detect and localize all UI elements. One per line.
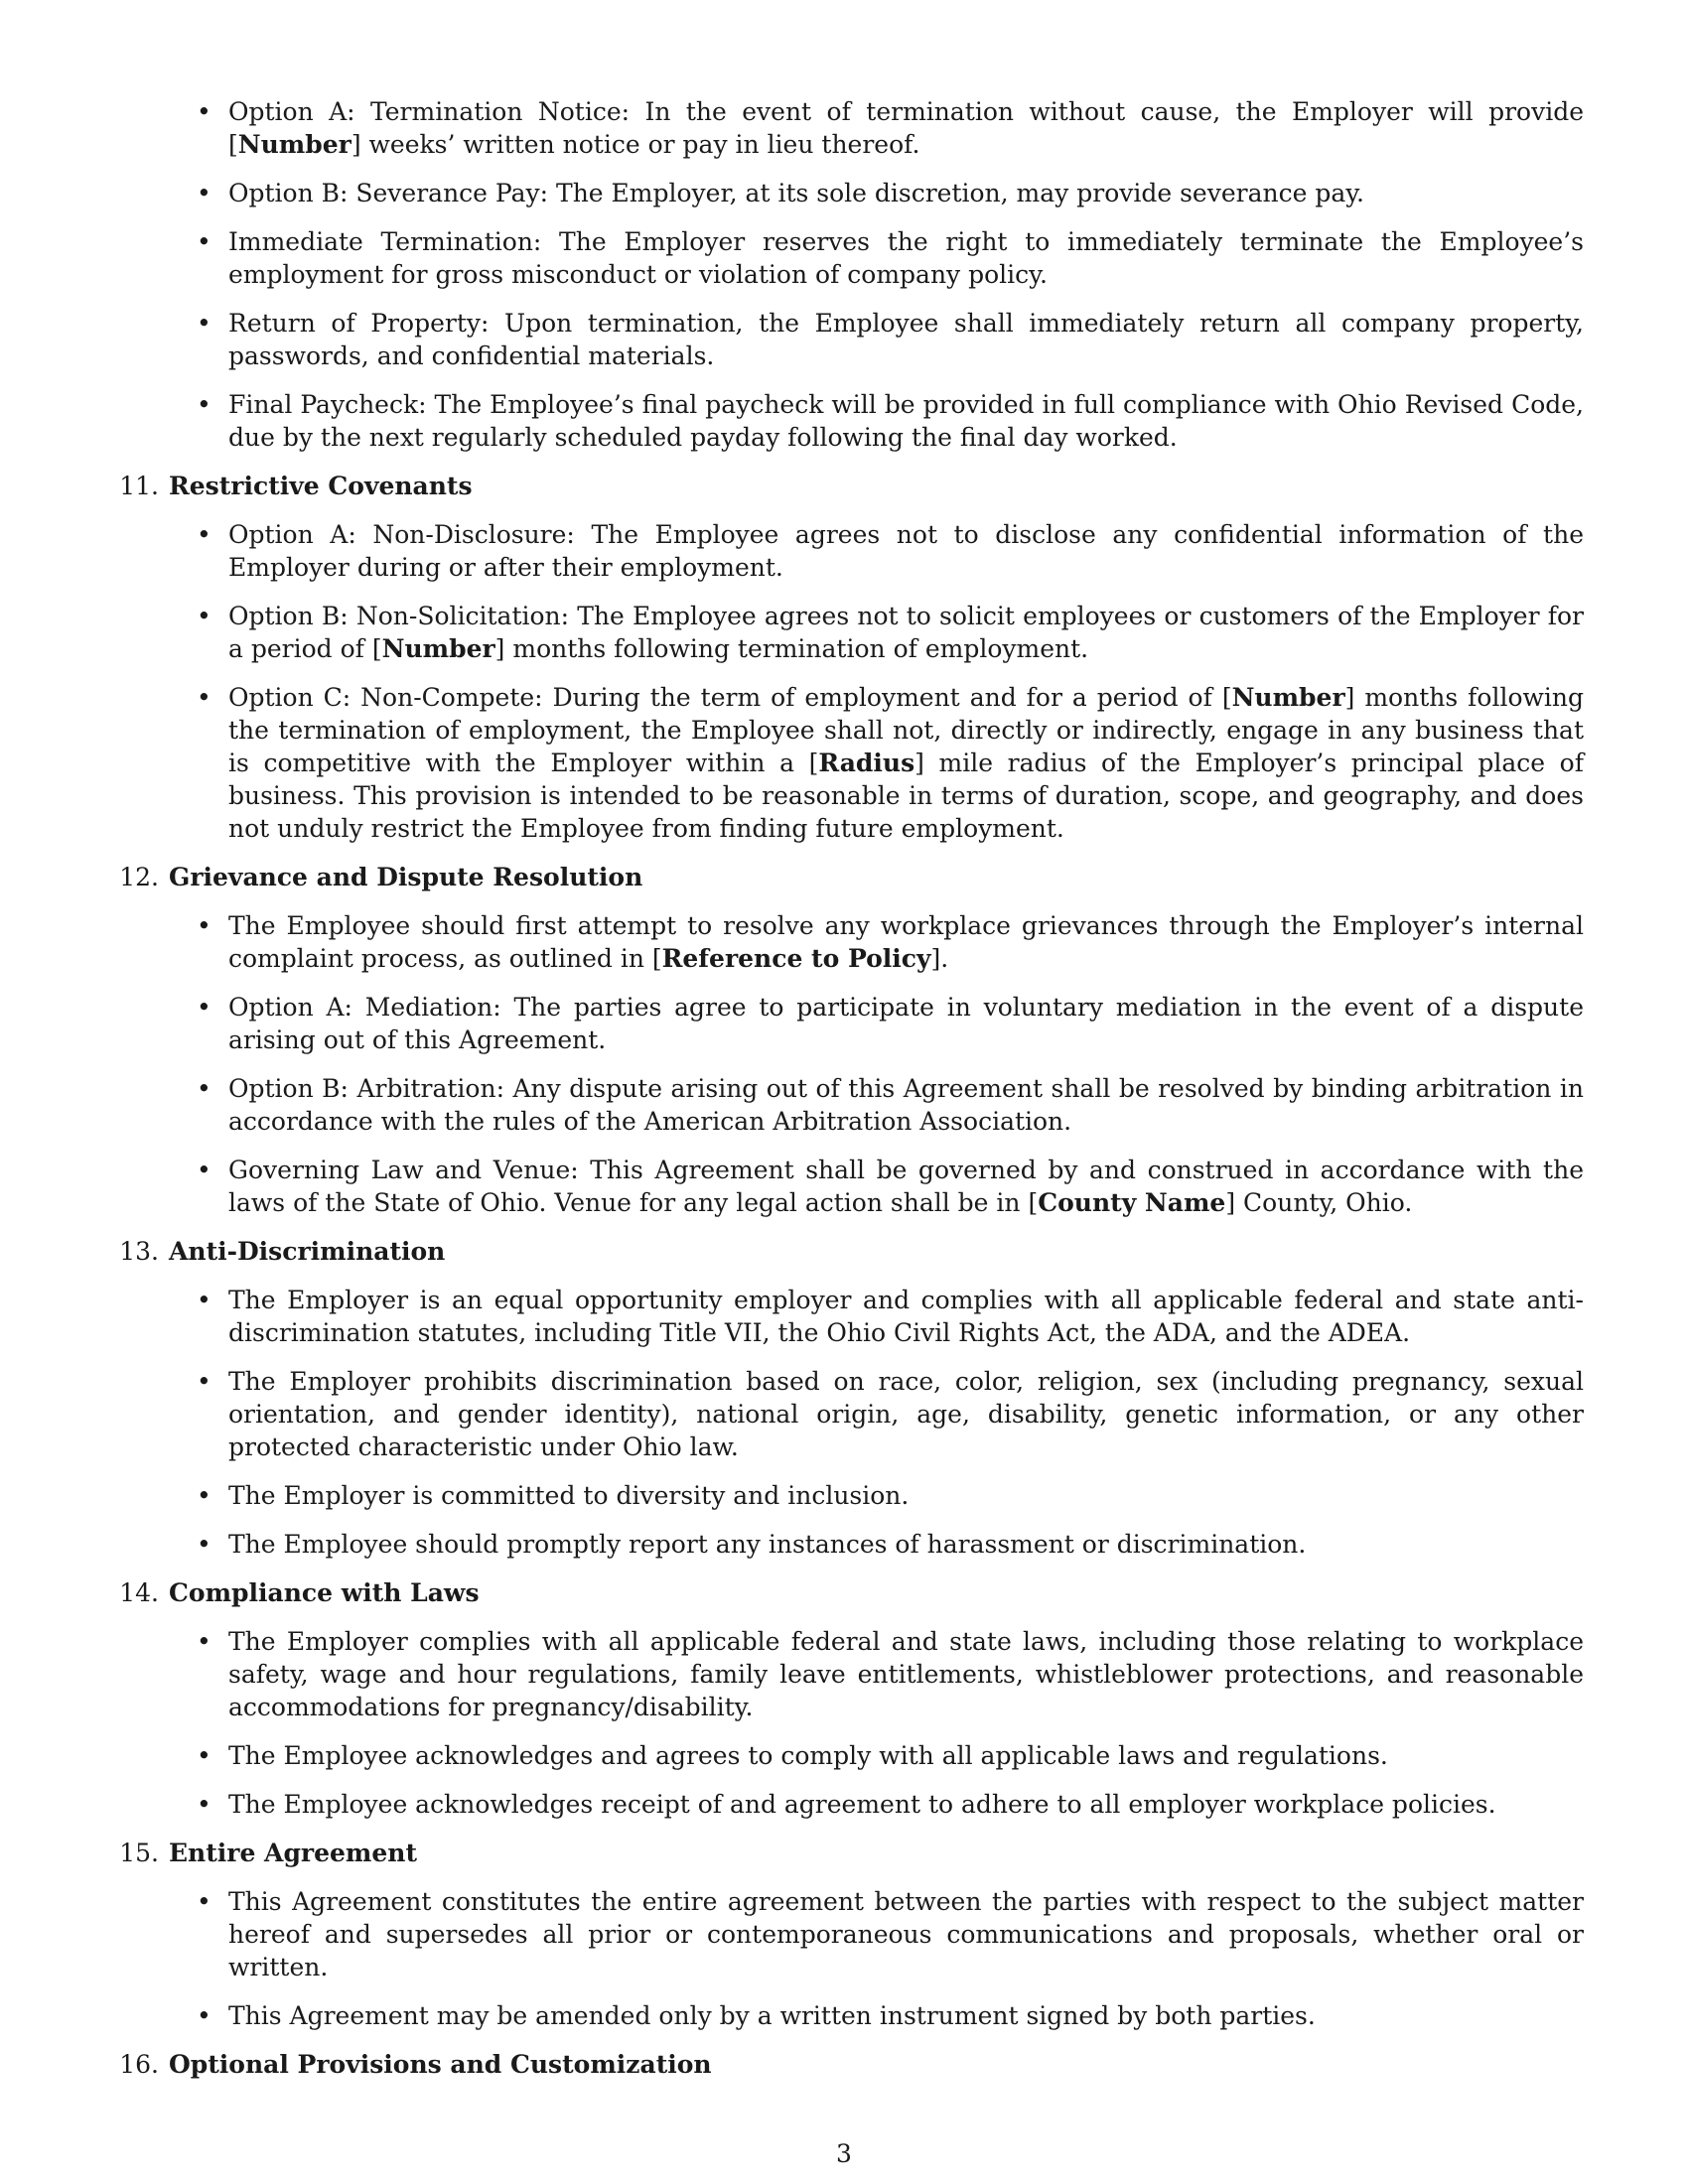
termination-bullet-list [119,95,1584,454]
section-number: 12. [119,863,159,891]
placeholder-field: County Name [1038,1188,1226,1217]
section-bullet-list [119,1284,1584,1561]
bullet-item: • Option B: Arbitration: Any dispute arising out of this Agreement shall be resolved by binding arbitration in accordance with the rules of the American Arbitration Association. [228,1072,1584,1138]
section-number: 14. [119,1578,159,1607]
section-number: 16. [119,2050,159,2079]
bullet-item: • Return of Property: Upon termination, the Employee shall immediately return all company property, passwords, and confidential materials. [228,307,1584,372]
section-bullet-list [119,1885,1584,2032]
bullet-item: • The Employer prohibits discrimination based on race, color, religion, sex (including pregnancy, sexual orientation, and gender identity), national origin, age, disability, genetic information, or any other protected characteristic under Ohio law. [228,1365,1584,1463]
bullet-item: • Option B: Severance Pay: The Employer, at its sole discretion, may provide severance pay. [228,177,1584,209]
bullet-item: • Option A: Mediation: The parties agree to participate in voluntary mediation in the event of a dispute arising out of this Agreement. [228,991,1584,1056]
bullet-item: • Governing Law and Venue: This Agreement shall be governed by and construed in accordance with the laws of the State of Ohio. Venue for any legal action shall be in [County Name] County, Ohio. [228,1154,1584,1219]
sections-container [119,470,1584,2081]
bullet-item: • Option B: Non-Solicitation: The Employee agrees not to solicit employees or customers of the Employer for a period of [Number] months following termination of employment. [228,600,1584,665]
bullet-item: • This Agreement constitutes the entire agreement between the parties with respect to the subject matter hereof and supersedes all prior or contemporaneous communications and proposals, whether oral or written. [228,1885,1584,1983]
section-number: 13. [119,1237,159,1266]
section-title: Grievance and Dispute Resolution [169,863,643,891]
section-bullet-list [119,909,1584,1219]
placeholder-field: Radius [818,749,915,777]
placeholder-field: Number [381,634,495,663]
bullet-item: • The Employee acknowledges receipt of and agreement to adhere to all employer workplace policies. [228,1788,1584,1821]
page-number: 3 [836,2139,852,2168]
bullet-item: • Option A: Termination Notice: In the event of termination without cause, the Employer will provide [Number] weeks’ written notice or pay in lieu thereof. [228,95,1584,161]
bullet-item: • The Employee acknowledges and agrees to comply with all applicable laws and regulations. [228,1739,1584,1772]
document-body [119,95,1584,2097]
section [119,1235,1584,1268]
placeholder-field: Number [237,130,352,159]
section-title: Compliance with Laws [169,1578,480,1607]
bullet-item: • Option A: Non-Disclosure: The Employee agrees not to disclose any confidential information of the Employer during or after their employment. [228,518,1584,584]
bullet-item: • The Employer is an equal opportunity employer and complies with all applicable federal and state anti-discrimination statutes, including Title VII, the Ohio Civil Rights Act, the ADA, and the ADEA. [228,1284,1584,1349]
section-title: Anti-Discrimination [169,1237,446,1266]
section [119,861,1584,893]
section-title: Optional Provisions and Customization [169,2050,712,2079]
bullet-item: • The Employee should first attempt to resolve any workplace grievances through the Employer’s internal complaint process, as outlined in [Reference to Policy]. [228,909,1584,975]
section [119,2048,1584,2081]
section [119,1837,1584,1869]
section [119,470,1584,502]
section-title: Entire Agreement [169,1839,417,1867]
bullet-item: • Immediate Termination: The Employer reserves the right to immediately terminate the Employee’s employment for gross misconduct or violation of company policy. [228,225,1584,291]
bullet-item: • This Agreement may be amended only by a written instrument signed by both parties. [228,1999,1584,2032]
placeholder-field: Reference to Policy [661,944,931,973]
bullet-item: • The Employer complies with all applicable federal and state laws, including those relating to workplace safety, wage and hour regulations, family leave entitlements, whistleblower protections, and reasonable accommodations for pregnancy/disability. [228,1625,1584,1723]
bullet-item: • The Employer is committed to diversity and inclusion. [228,1479,1584,1512]
section [119,1576,1584,1609]
placeholder-field: Number [1231,683,1345,712]
section-bullet-list [119,1625,1584,1821]
section-number: 11. [119,472,159,500]
bullet-item: • Option C: Non-Compete: During the term of employment and for a period of [Number] months following the termination of employment, the Employee shall not, directly or indirectly, engage in any business that is competitive with the Employer within a [Radius] mile radius of the Employer’s principal place of business. This provision is intended to be reasonable in terms of duration, scope, and geography, and does not unduly restrict the Employee from finding future employment. [228,681,1584,845]
section-title: Restrictive Covenants [169,472,473,500]
section-bullet-list [119,518,1584,845]
bullet-item: • The Employee should promptly report any instances of harassment or discrimination. [228,1528,1584,1561]
bullet-item: • Final Paycheck: The Employee’s final paycheck will be provided in full compliance with Ohio Revised Code, due by the next regularly scheduled payday following the final day worked. [228,388,1584,454]
section-number: 15. [119,1839,159,1867]
